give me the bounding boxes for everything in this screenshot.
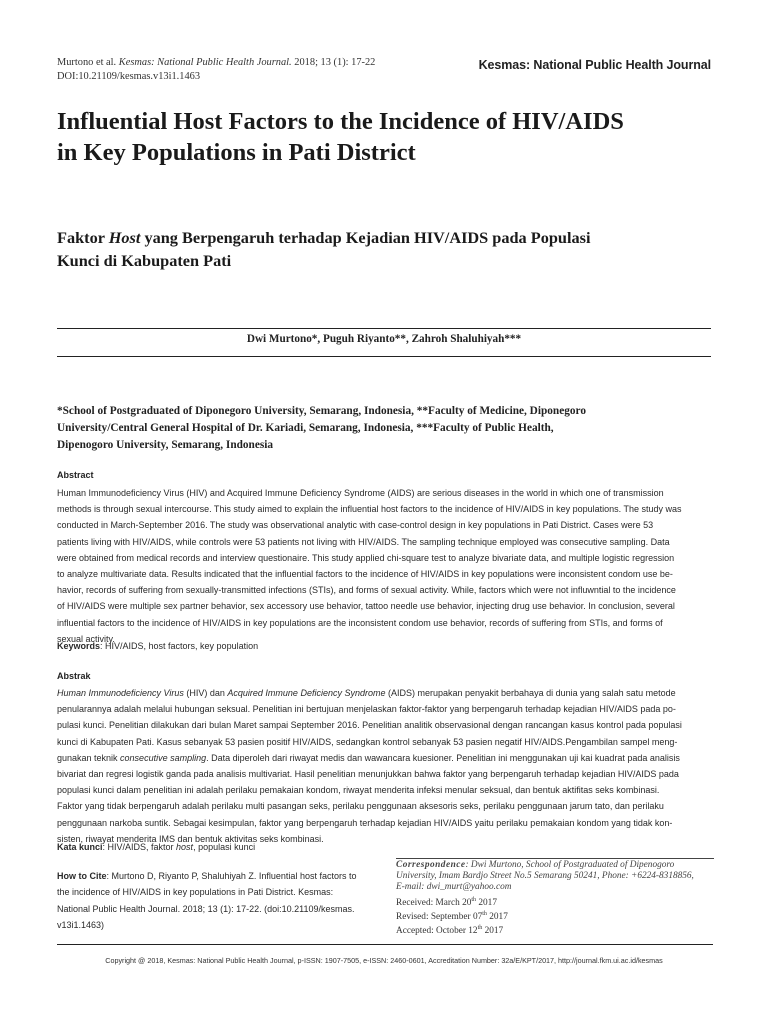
abstrak-line: sisten, riwayat menderita IMS dan bentuk aktivitas seks kombinasi. — [57, 833, 324, 844]
author-rule-bottom — [57, 356, 711, 357]
correspondence-line: E-mail: dwi_murt@yahoo.com — [396, 882, 512, 892]
subtitle-line-2: Kunci di Kabupaten Pati — [57, 251, 232, 270]
kata-kunci-italic: host — [176, 842, 194, 852]
received-sup: th — [471, 897, 477, 903]
doi: DOI:10.21109/kesmas.v13i1.1463 — [57, 71, 201, 82]
kata-kunci-label: Kata kunci — [57, 842, 103, 852]
author-list: Dwi Murtono*, Puguh Riyanto**, Zahroh Shaluhiyah*** — [246, 333, 522, 345]
revised-sup: th — [482, 910, 487, 917]
citation-authors: Murtono et al. — [57, 57, 117, 68]
how-to-cite-line: the incidence of HIV/AIDS in key populations in Pati District. Kesmas: — [57, 887, 334, 898]
accepted-date — [396, 923, 714, 937]
correspondence-line: University, Imam Bardjo Street No.5 Semarang 50241, Phone: +6224-8318856, — [396, 871, 694, 881]
kata-kunci-text: , populasi kunci — [193, 842, 256, 852]
citation-volume: 2018; 13 (1): 17-22 — [294, 57, 376, 68]
revised-year: 2017 — [486, 911, 508, 922]
abstract-line: of HIV/AIDS were multiple sex partner behavior, sex accessory use behavior, tattoo needle use behavior, injecting drug use behavior. In conclusion, several — [57, 601, 675, 612]
title-line-2: in Key Populations in Pati District — [57, 139, 416, 166]
copyright-footer: Copyright @ 2018, Kesmas: National Public Health Journal, p-ISSN: 1907-7505, e-ISSN: 2460-0601, Accreditation Number: 32a/E/KPT/2017, http://journal.fkm.ui.ac.id/kesmas — [105, 956, 663, 965]
affiliation-line: Dipenogoro University, Semarang, Indonesia — [57, 439, 274, 451]
subtitle-line-1 — [57, 226, 727, 249]
article-dates — [396, 895, 714, 937]
keywords-value: : HIV/AIDS, host factors, key population — [100, 641, 259, 651]
revised-date — [396, 909, 714, 923]
abstrak-line: kunci di Kabupaten Pati. Kasus sebanyak 53 pasien positif HIV/AIDS, sedangkan kontrol sebanyak 53 pasien negatif HIV/AIDS.Pengambilan sampel meng- — [57, 736, 678, 747]
abstract-line: were obtained from medical records and interview questionaire. This study applied chi-square test to analyze bivariate data, and multiple logistic regression — [57, 552, 675, 563]
abstrak-line — [57, 750, 713, 766]
abstrak-italic: Human Immunodeficiency Virus — [57, 688, 184, 698]
abstrak-italic: Acquired Immune Deficiency Syndrome — [227, 688, 386, 698]
received-year: 2017 — [476, 898, 497, 909]
abstract-heading: Abstract — [57, 470, 94, 480]
received-text: Received: March 20 — [396, 898, 472, 909]
abstrak-text: (AIDS) merupakan penyakit berbahaya di dunia yang salah satu metode — [385, 688, 676, 698]
how-to-cite-text: : Murtono D, Riyanto P, Shaluhiyah Z. Influential host factors to — [106, 871, 357, 881]
author-rule-top — [57, 328, 711, 329]
abstract-line: sexual activity. — [57, 633, 115, 644]
abstrak-line: penularannya adalah melalui hubungan seksual. Penelitian ini bertujuan menjelaskan faktor-faktor yang berpengaruh terhadap kejadian HIV/AIDS pada po- — [57, 704, 676, 715]
how-to-cite-line: National Public Health Journal. 2018; 13 (1): 17-22. (doi:10.21109/kesmas. — [57, 903, 355, 914]
correspondence-rule — [396, 858, 714, 859]
journal-name: Kesmas: National Public Health Journal — [478, 58, 711, 72]
abstract-line: methods is through sexual intercourse. This study aimed to explain the influential host factors to the incidence of HIV/AIDS in key populations. The study was — [57, 504, 682, 515]
abstrak-line: Faktor yang tidak berpengaruh adalah perilaku multi pasangan seks, perilaku penggunaan aksesoris seks, perilaku penggunaan jarum tato, dan perilaku — [57, 801, 664, 812]
footer-rule — [57, 944, 713, 945]
abstract-line: to analyze multivariate data. Results indicated that the influential factors to the incidence of HIV/AIDS in key populations were inconsistent condom use be- — [57, 569, 673, 580]
abstrak-line: penggunaan narkoba suntik. Sebagai kesimpulan, faktor yang berpengaruh terhadap kejadian HIV/AIDS yaitu perilaku pemakaian kondom yang tidak kon- — [57, 817, 673, 828]
affiliation-line: *School of Postgraduated of Diponegoro University, Semarang, Indonesia, **Faculty of Medicine, Diponegoro — [57, 405, 586, 417]
abstract-line: influential factors to the incidence of HIV/AIDS in key populations are the inconsistent condom use behavior, records of suffering from STIs, and forms of — [57, 617, 663, 628]
affiliation-line: University/Central General Hospital of Dr. Kariadi, Semarang, Indonesia, ***Faculty of Public Health, — [57, 422, 554, 434]
abstrak-italic: consecutive sampling — [120, 752, 207, 763]
accepted-sup: th — [477, 924, 483, 931]
accepted-year: 2017 — [482, 925, 504, 936]
abstrak-line: pulasi kunci. Penelitian dilakukan dari bulan Maret sampai September 2016. Penelitian analitik observasional dengan rancangan kasus kontrol pada populasi — [57, 720, 682, 731]
revised-text: Revised: September 07 — [396, 911, 483, 922]
correspondence — [396, 860, 714, 893]
correspondence-text: : Dwi Murtono, School of Postgraduated of Dipenogoro — [465, 860, 675, 870]
citation-header — [57, 56, 375, 84]
abstrak-line: bivariat dan regresi logistik ganda pada analisis multivariat. Hasil penelitian menunjukkan bahwa faktor yang berpengaruh terhadap kejadian HIV/AIDS pada — [57, 769, 679, 780]
how-to-cite-label: How to Cite — [57, 871, 107, 881]
how-to-cite — [57, 868, 375, 934]
title-line-1: Influential Host Factors to the Incidence of HIV/AIDS — [57, 108, 624, 135]
kata-kunci-text: : HIV/AIDS, faktor — [102, 842, 177, 852]
abstrak-keywords — [57, 839, 255, 855]
article-title — [57, 106, 717, 168]
abstrak-line: populasi kunci dalam penelitian ini adalah perilaku pemakaian kondom, riwayat menderita infeksi menular seksual, dan bentuk aktifitas seks kombinasi. — [57, 785, 660, 796]
subtitle-italic: Host — [108, 228, 141, 247]
received-date — [396, 895, 714, 909]
abstract-keywords — [57, 638, 258, 654]
abstrak-text: (HIV) dan — [183, 688, 228, 698]
abstract-body — [57, 485, 713, 647]
subtitle-part-3: yang Berpengaruh terhadap Kejadian HIV/AIDS pada Populasi — [140, 228, 591, 247]
abstrak-body — [57, 685, 713, 847]
citation-line — [57, 56, 375, 70]
abstrak-line — [57, 685, 713, 701]
how-to-cite-line — [57, 868, 375, 884]
abstract-line: patients living with HIV/AIDS, while controls were 53 patients not living with HIV/AIDS. The sampling technique employed was consecutive sampling. Data — [57, 536, 670, 547]
correspondence-label: Correspondence — [396, 860, 466, 870]
abstract-line: Human Immunodeficiency Virus (HIV) and Acquired Immune Deficiency Syndrome (AIDS) are serious diseases in the world in which one of transmission — [57, 488, 664, 498]
keywords-label: Keywords — [57, 641, 101, 651]
abstract-line: havior, records of suffering from sexually-transmitted infections (STIs), and forms of sexual activity. While, factors which were not influwntial to the incidence — [57, 585, 676, 596]
abstract-line: conducted in March-September 2016. The study was observational analytic with case-control design in key populations in Pati District. Cases were 53 — [57, 520, 654, 531]
abstrak-text: . Data diperoleh dari riwayat medis dan wawancara kuesioner. Penelitian ini menggunakan uji kai kuadrat pada analisis — [206, 752, 680, 763]
how-to-cite-line: v13i1.1463) — [57, 920, 105, 931]
affiliations — [57, 403, 717, 454]
citation-journal: Kesmas: National Public Health Journal. — [118, 57, 292, 68]
correspondence-line — [396, 860, 714, 871]
abstrak-heading: Abstrak — [57, 671, 91, 681]
accepted-text: Accepted: October 12 — [396, 925, 478, 936]
article-subtitle — [57, 226, 727, 272]
subtitle-part-1: Faktor — [57, 228, 109, 247]
abstrak-text: gunakan teknik — [57, 752, 121, 763]
